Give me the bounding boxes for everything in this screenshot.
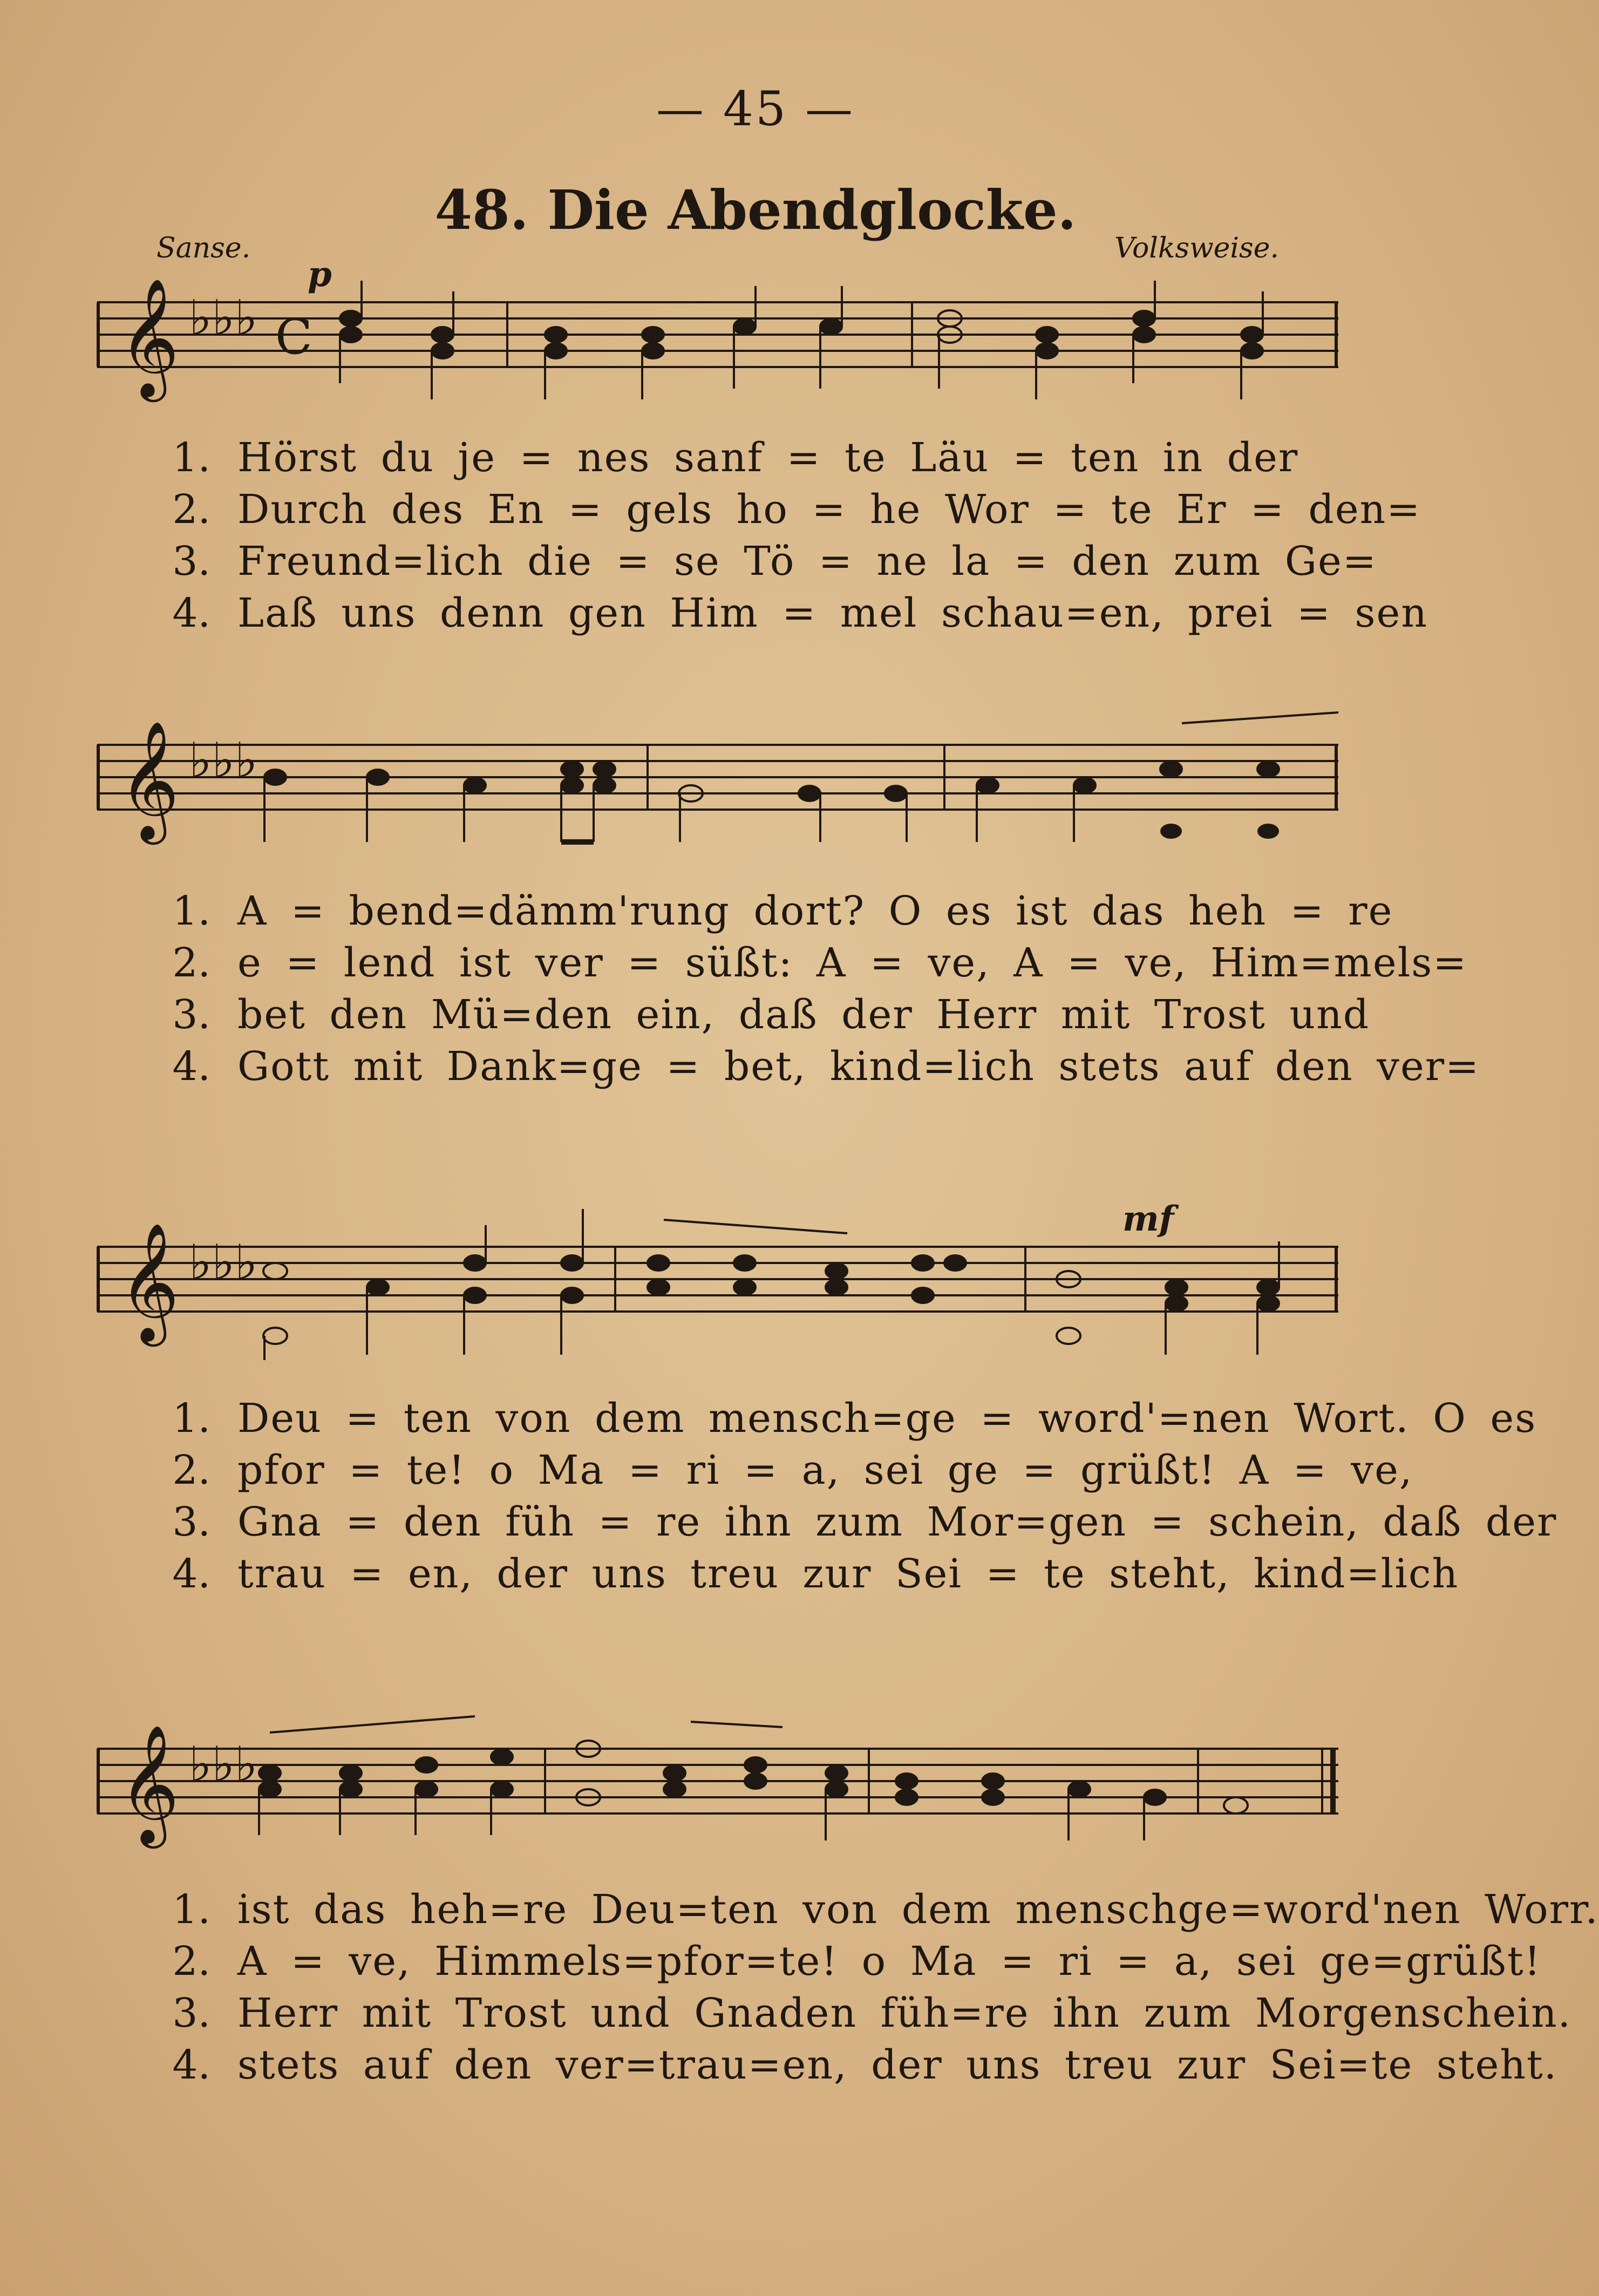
lyric-line: 2. pfor = te! o Ma = ri = a, sei ge = grüßt! A = ve, — [172, 1447, 1413, 1493]
music-system-2 — [97, 720, 1480, 1101]
lyric-line: 3. Herr mit Trost und Gnaden füh=re ihn zum Morgenschein. — [172, 1990, 1572, 2036]
key-signature-flat-icon: ♭♭♭ — [189, 732, 258, 789]
key-signature-flat-icon: ♭♭♭ — [189, 1736, 258, 1793]
song-title: 48. Die Abendglocke. — [434, 178, 1077, 242]
lyric-line: 3. Freund=lich die = se Tö = ne la = den zum Ge= — [172, 538, 1377, 585]
verse-block-3 — [97, 1392, 1557, 1600]
treble-clef-icon: 𝄞 — [119, 720, 180, 839]
lyric-line: 2. A = ve, Himmels=pfor=te! o Ma = ri = a, sei ge=grüßt! — [172, 1938, 1542, 1985]
lyric-line: 3. bet den Mü=den ein, daß der Herr mit Trost und — [172, 991, 1370, 1038]
dynamic-piano: p — [308, 254, 332, 295]
music-system-1 — [97, 254, 1428, 637]
music-system-3 — [97, 1198, 1557, 1608]
treble-clef-icon: 𝄞 — [119, 277, 180, 397]
lyric-line: 4. Laß uns denn gen Him = mel schau=en, prei = sen — [172, 590, 1428, 636]
page-number: — 45 — — [656, 81, 855, 137]
lyric-line: 4. stets auf den ver=trau=en, der uns treu zur Sei=te steht. — [172, 2042, 1558, 2088]
lyric-line: 2. Durch des En = gels ho = he Wor = te Er = den= — [172, 486, 1421, 533]
verse-block-4 — [97, 1884, 1599, 2091]
staff-3 — [97, 1198, 1338, 1360]
key-signature-flat-icon: ♭♭♭ — [189, 290, 258, 347]
lyric-line: 1. A = bend=dämm'rung dort? O es ist das heh = re — [172, 888, 1393, 934]
composer-credit: Volksweise. — [1114, 232, 1279, 264]
lyric-line: 4. trau = en, der uns treu zur Sei = te steht, kind=lich — [172, 1551, 1459, 1597]
dynamic-mezzoforte: mf — [1122, 1199, 1174, 1239]
common-time-icon: C — [275, 309, 312, 365]
lyric-line: 3. Gna = den füh = re ihn zum Mor=gen = schein, daß der — [172, 1499, 1557, 1545]
lyric-line: 2. e = lend ist ver = süßt: A = ve, A = ve, Him=mels= — [172, 940, 1468, 986]
staff-4 — [97, 1673, 1338, 1851]
lyric-line: 1. Deu = ten von dem mensch=ge = word'=nen Wort. O es — [172, 1395, 1537, 1442]
lyricist-credit: Sanse. — [157, 232, 251, 264]
lyric-line: 1. Hörst du je = nes sanf = te Läu = ten in der — [172, 434, 1299, 481]
music-system-4 — [97, 1673, 1599, 2088]
key-signature-flat-icon: ♭♭♭ — [189, 1234, 258, 1291]
lyric-line: 4. Gott mit Dank=ge = bet, kind=lich stets auf den ver= — [172, 1043, 1480, 1090]
treble-clef-icon: 𝄞 — [119, 1724, 180, 1843]
verse-block-1 — [97, 432, 1428, 639]
lyric-line: 1. ist das heh=re Deu=ten von dem menschge=word'nen Worr. — [172, 1886, 1599, 1933]
verse-block-2 — [97, 885, 1480, 1092]
treble-clef-icon: 𝄞 — [119, 1222, 180, 1341]
staff-1 — [97, 254, 1338, 421]
staff-2 — [97, 720, 1338, 864]
